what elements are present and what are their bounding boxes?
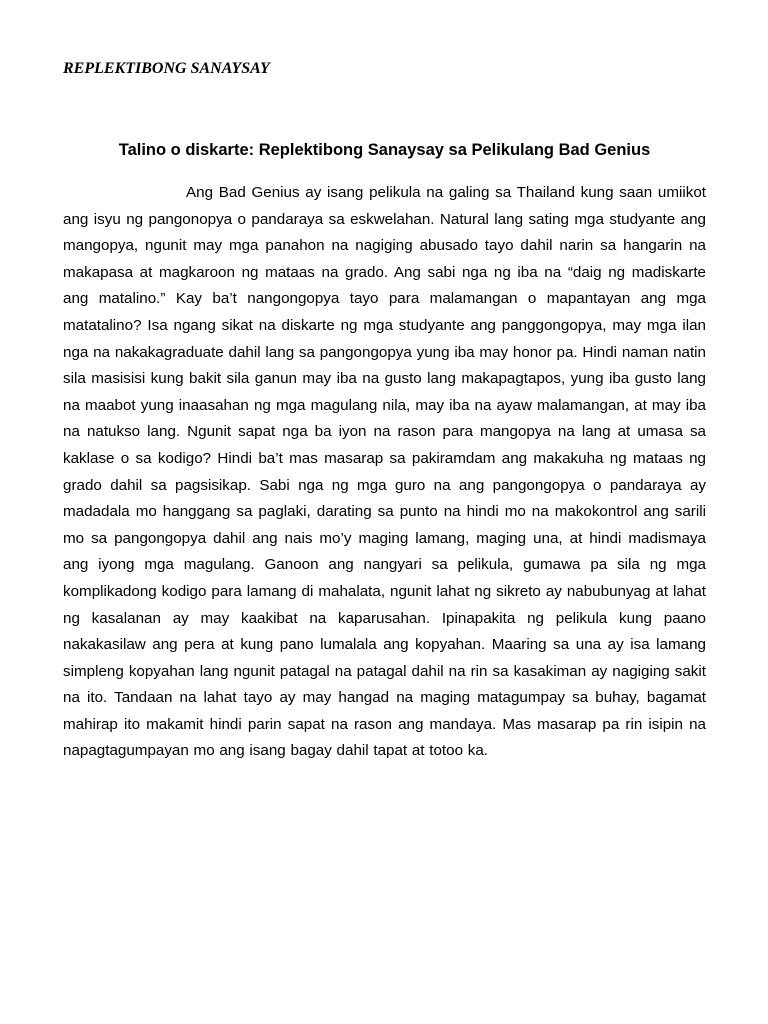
essay-body-paragraph: Ang Bad Genius ay isang pelikula na galing sa Thailand kung saan umiikot ang isyu ng pangonopya o pandaraya sa eskwelahan. Natural lang sating mga studyante ang mangopya, ngunit may mga panahon na nagiging abusado tayo dahil narin sa hangarin na makapasa at magkaroon ng mataas na grado. Ang sabi nga ng iba na “daig ng madiskarte ang matalino.” Kay ba’t nangongopya tayo para malamangan o mapantayan ang mga matatalino? Isa ngang sikat na diskarte ng mga studyante ang panggongopya, may mga ilan nga na nakakagraduate dahil lang sa pangongopya yung iba may honor pa. Hindi naman natin sila masisisi kung bakit sila ganun may iba na gusto lang makapagtapos, yung iba gusto lang na maabot yung inaasahan ng mga magulang nila, may iba na ayaw malamangan, at may iba na natukso lang. Ngunit sapat nga ba iyon na rason para mangopya na lang at umasa sa kaklase o sa kodigo? Hindi ba’t mas masarap sa pakiramdam ang makakuha ng mataas ng grado dahil sa pagsisikap. Sabi nga ng mga guro na ang pangongopya o pandaraya ay madadala mo hanggang sa paglaki, darating sa punto na hindi mo na makokontrol ang sarili mo sa pangongopya dahil ang nais mo’y maging lamang, maging una, at hindi madismaya ang iyong mga magulang. Ganoon ang nangyari sa pelikula, gumawa pa sila ng mga komplikadong kodigo para lamang di mahalata, ngunit lahat ng sikreto ay nabubunyag at lahat ng kasalanan ay may kaakibat na kaparusahan. Ipinapakita ng pelikula kung paano nakakasilaw ang pera at kung pano lumalala ang kopyahan. Maaring sa una ay isa lamang simpleng kopyahan lang ngunit patagal na patagal dahil na rin sa kasakiman ay nagiging sakit na ito. Tandaan na lahat tayo ay may hangad na maging matagumpay sa buhay, bagamat mahirap ito makamit hindi parin sapat na rason ang mandaya. Mas masarap pa rin isipin na napagtagumpayan mo ang isang bagay dahil tapat at totoo ka. bbox=[63, 184, 706, 760]
document-label: REPLEKTIBONG SANAYSAY bbox=[63, 60, 270, 77]
essay-title: Talino o diskarte: Replektibong Sanaysay sa Pelikulang Bad Genius bbox=[118, 141, 651, 159]
